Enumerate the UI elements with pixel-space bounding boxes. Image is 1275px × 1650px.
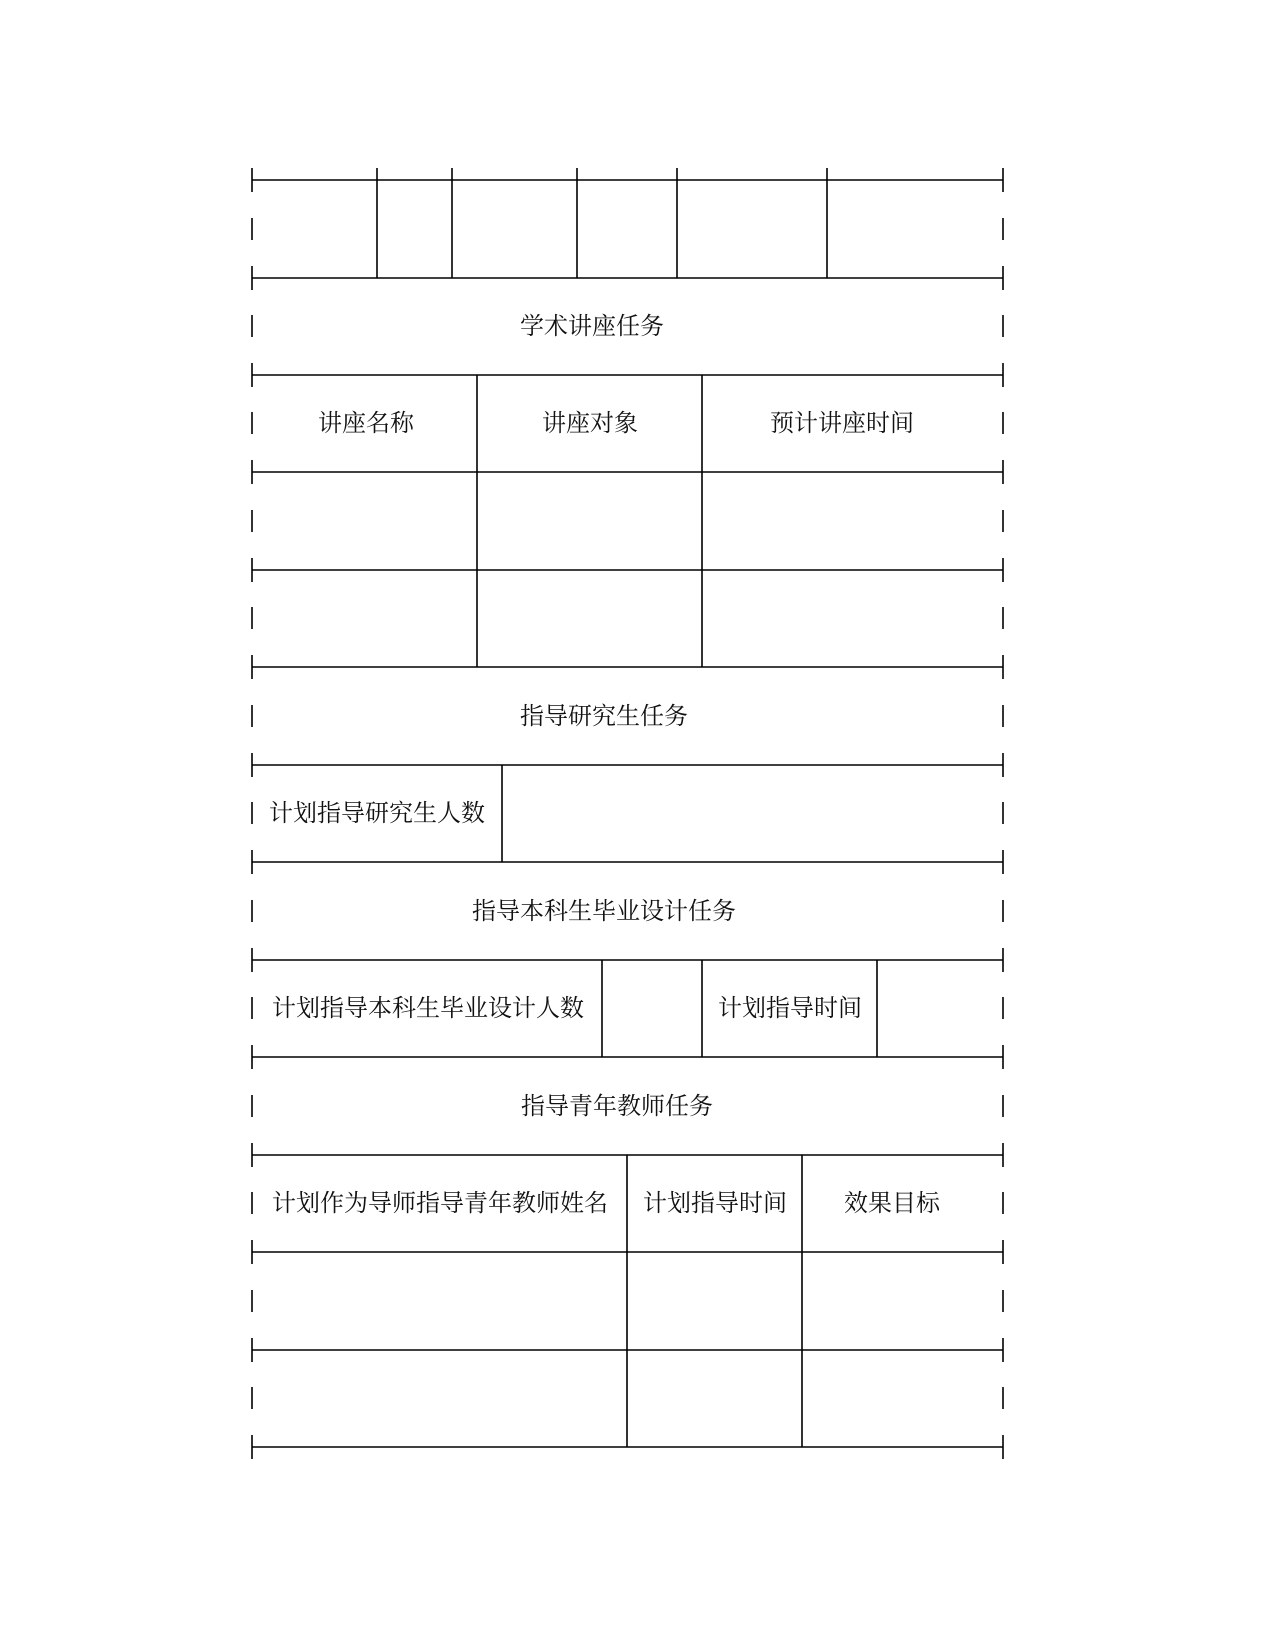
undergrad-count-label: 计划指导本科生毕业设计人数 [272,994,584,1022]
graduate-section-title: 指导研究生任务 [520,702,688,730]
undergrad-time-label: 计划指导时间 [718,994,862,1022]
lecture-section-title: 学术讲座任务 [520,312,664,340]
undergrad-section-title: 指导本科生毕业设计任务 [472,897,736,925]
teacher-name-header: 计划作为导师指导青年教师姓名 [272,1189,608,1217]
guidance-time-header: 计划指导时间 [643,1189,787,1217]
lecture-name-header: 讲座名称 [318,409,414,437]
effect-goal-header: 效果目标 [844,1189,940,1217]
lecture-audience-header: 讲座对象 [542,409,638,437]
graduate-count-label: 计划指导研究生人数 [269,799,485,827]
young-teacher-section-title: 指导青年教师任务 [521,1092,713,1120]
lecture-time-header: 预计讲座时间 [770,409,914,437]
